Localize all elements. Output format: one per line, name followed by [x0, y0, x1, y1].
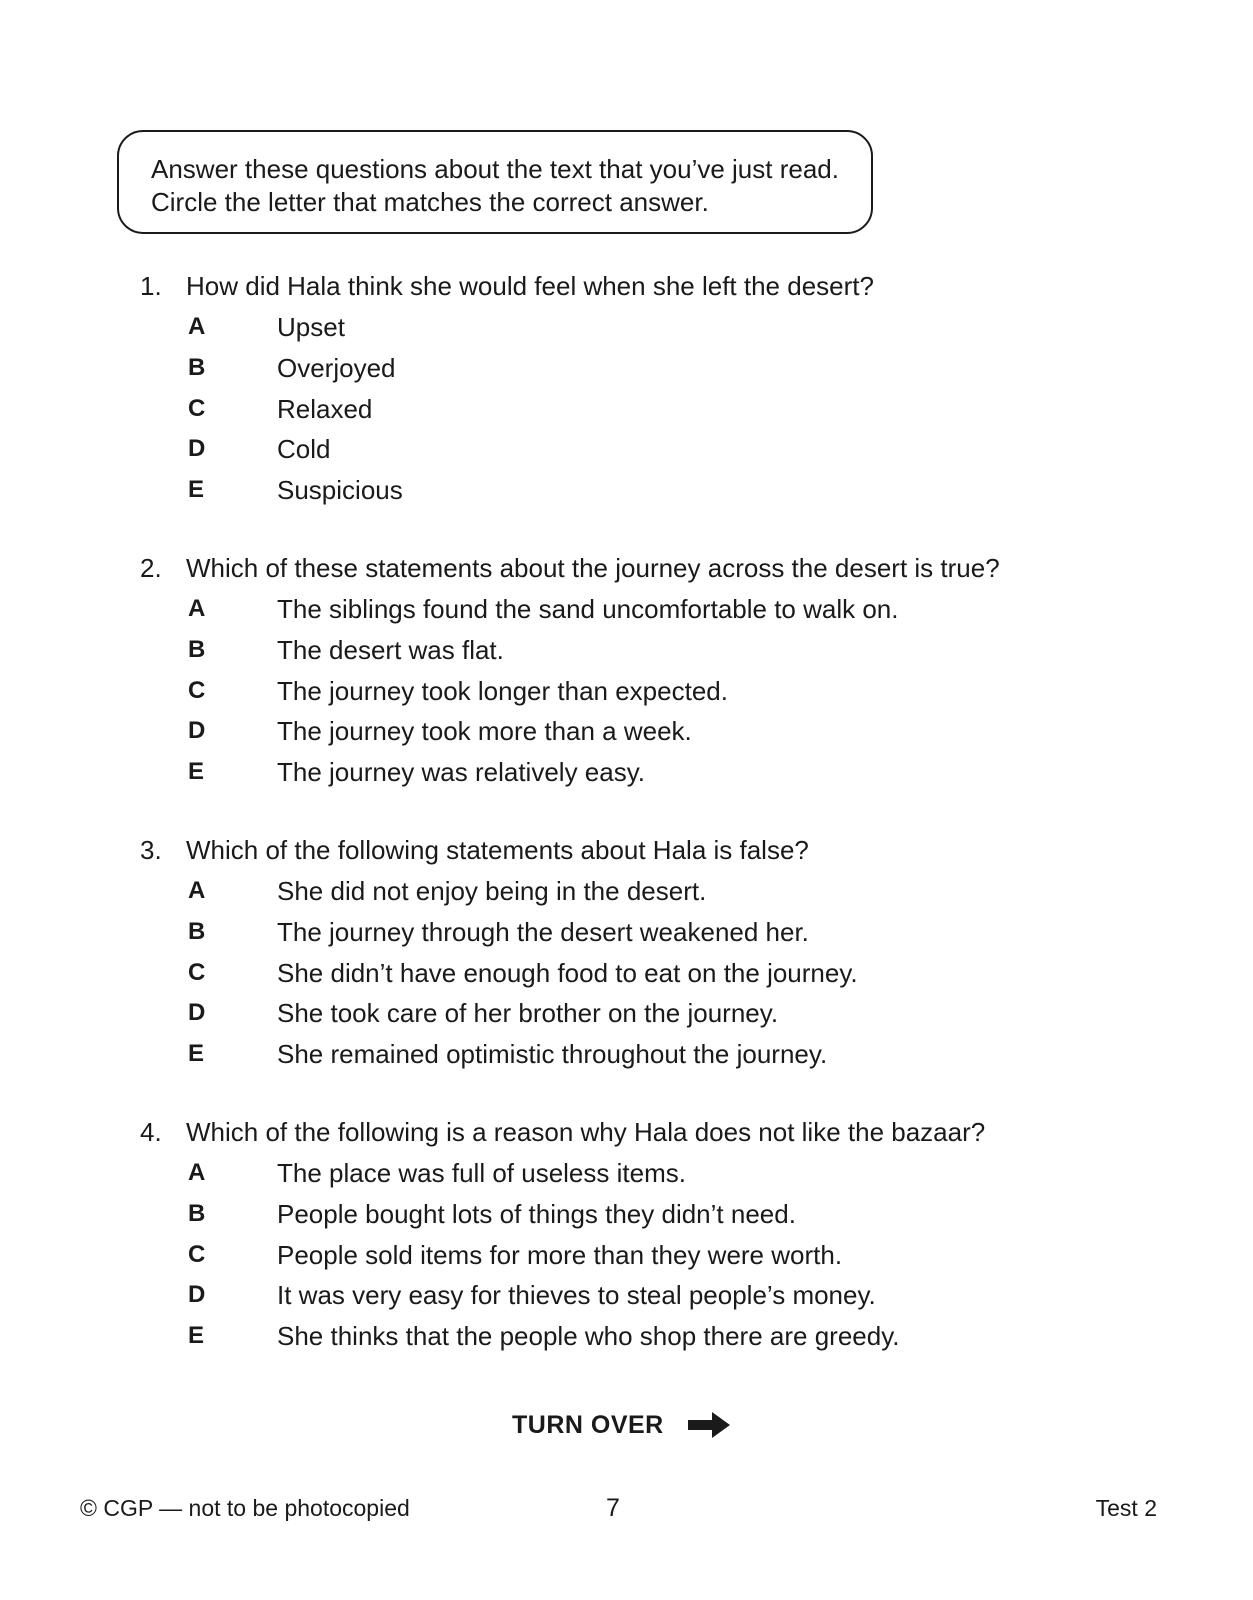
- option-letter[interactable]: A: [188, 1159, 206, 1186]
- test-label: Test 2: [1095, 1495, 1157, 1521]
- option-letter[interactable]: B: [188, 917, 206, 945]
- instructions-box: [117, 130, 873, 234]
- option-letter[interactable]: A: [188, 313, 206, 340]
- option-letter[interactable]: D: [188, 717, 206, 745]
- option-letter[interactable]: D: [188, 999, 206, 1027]
- question-number: 4.: [140, 1117, 162, 1147]
- question-text: Which of the following is a reason why Hala does not like the bazaar?: [186, 1117, 986, 1147]
- option-text: She remained optimistic throughout the journey.: [277, 1039, 828, 1070]
- option-text: Relaxed: [277, 393, 373, 424]
- option-letter[interactable]: E: [188, 1322, 205, 1350]
- option-text: Upset: [277, 312, 345, 342]
- instructions-line-2: Circle the letter that matches the correct answer.: [151, 187, 709, 217]
- option-letter[interactable]: C: [188, 394, 206, 422]
- page-number: 7: [606, 1494, 620, 1522]
- option-letter[interactable]: A: [188, 877, 206, 904]
- option-text: The journey took longer than expected.: [277, 675, 728, 706]
- instructions-line-1: Answer these questions about the text that you’ve just read.: [151, 154, 839, 184]
- option-text: People bought lots of things they didn’t need.: [277, 1198, 796, 1229]
- option-text: People sold items for more than they were worth.: [277, 1239, 843, 1270]
- option-letter[interactable]: B: [188, 353, 206, 381]
- option-letter[interactable]: B: [188, 1199, 206, 1227]
- option-text: The desert was flat.: [277, 634, 504, 665]
- option-text: It was very easy for thieves to steal people’s money.: [277, 1280, 876, 1311]
- question-text: How did Hala think she would feel when she left the desert?: [186, 271, 874, 301]
- question-text: Which of these statements about the journey across the desert is true?: [186, 553, 1000, 583]
- option-letter[interactable]: E: [188, 1040, 205, 1068]
- option-text: She did not enjoy being in the desert.: [277, 876, 707, 906]
- option-letter[interactable]: C: [188, 958, 206, 986]
- option-text: She took care of her brother on the journey.: [277, 998, 779, 1029]
- option-text: The journey through the desert weakened her.: [277, 916, 809, 947]
- option-letter[interactable]: C: [188, 676, 206, 704]
- option-letter[interactable]: C: [188, 1240, 206, 1268]
- option-letter[interactable]: E: [188, 758, 205, 786]
- option-text: The siblings found the sand uncomfortable to walk on.: [277, 594, 899, 624]
- option-text: Suspicious: [277, 475, 403, 506]
- option-text: Cold: [277, 434, 331, 465]
- option-text: Overjoyed: [277, 352, 396, 383]
- arrow-right-icon: [688, 1412, 730, 1438]
- option-text: She thinks that the people who shop there are greedy.: [277, 1321, 900, 1352]
- question-text: Which of the following statements about Hala is false?: [186, 835, 809, 865]
- turn-over-label: TURN OVER: [512, 1410, 664, 1439]
- option-text: The journey took more than a week.: [277, 716, 692, 747]
- question-number: 2.: [140, 553, 162, 583]
- option-text: She didn’t have enough food to eat on the journey.: [277, 957, 858, 988]
- option-letter[interactable]: A: [188, 595, 206, 622]
- question-number: 3.: [140, 835, 162, 865]
- option-letter[interactable]: E: [188, 476, 205, 504]
- option-letter[interactable]: D: [188, 1281, 206, 1309]
- question-number: 1.: [140, 271, 162, 301]
- option-letter[interactable]: B: [188, 635, 206, 663]
- footer-copyright: © CGP — not to be photocopied: [80, 1495, 410, 1521]
- option-text: The place was full of useless items.: [277, 1158, 686, 1188]
- option-letter[interactable]: D: [188, 435, 206, 463]
- option-text: The journey was relatively easy.: [277, 757, 646, 788]
- turn-over: [512, 1405, 730, 1445]
